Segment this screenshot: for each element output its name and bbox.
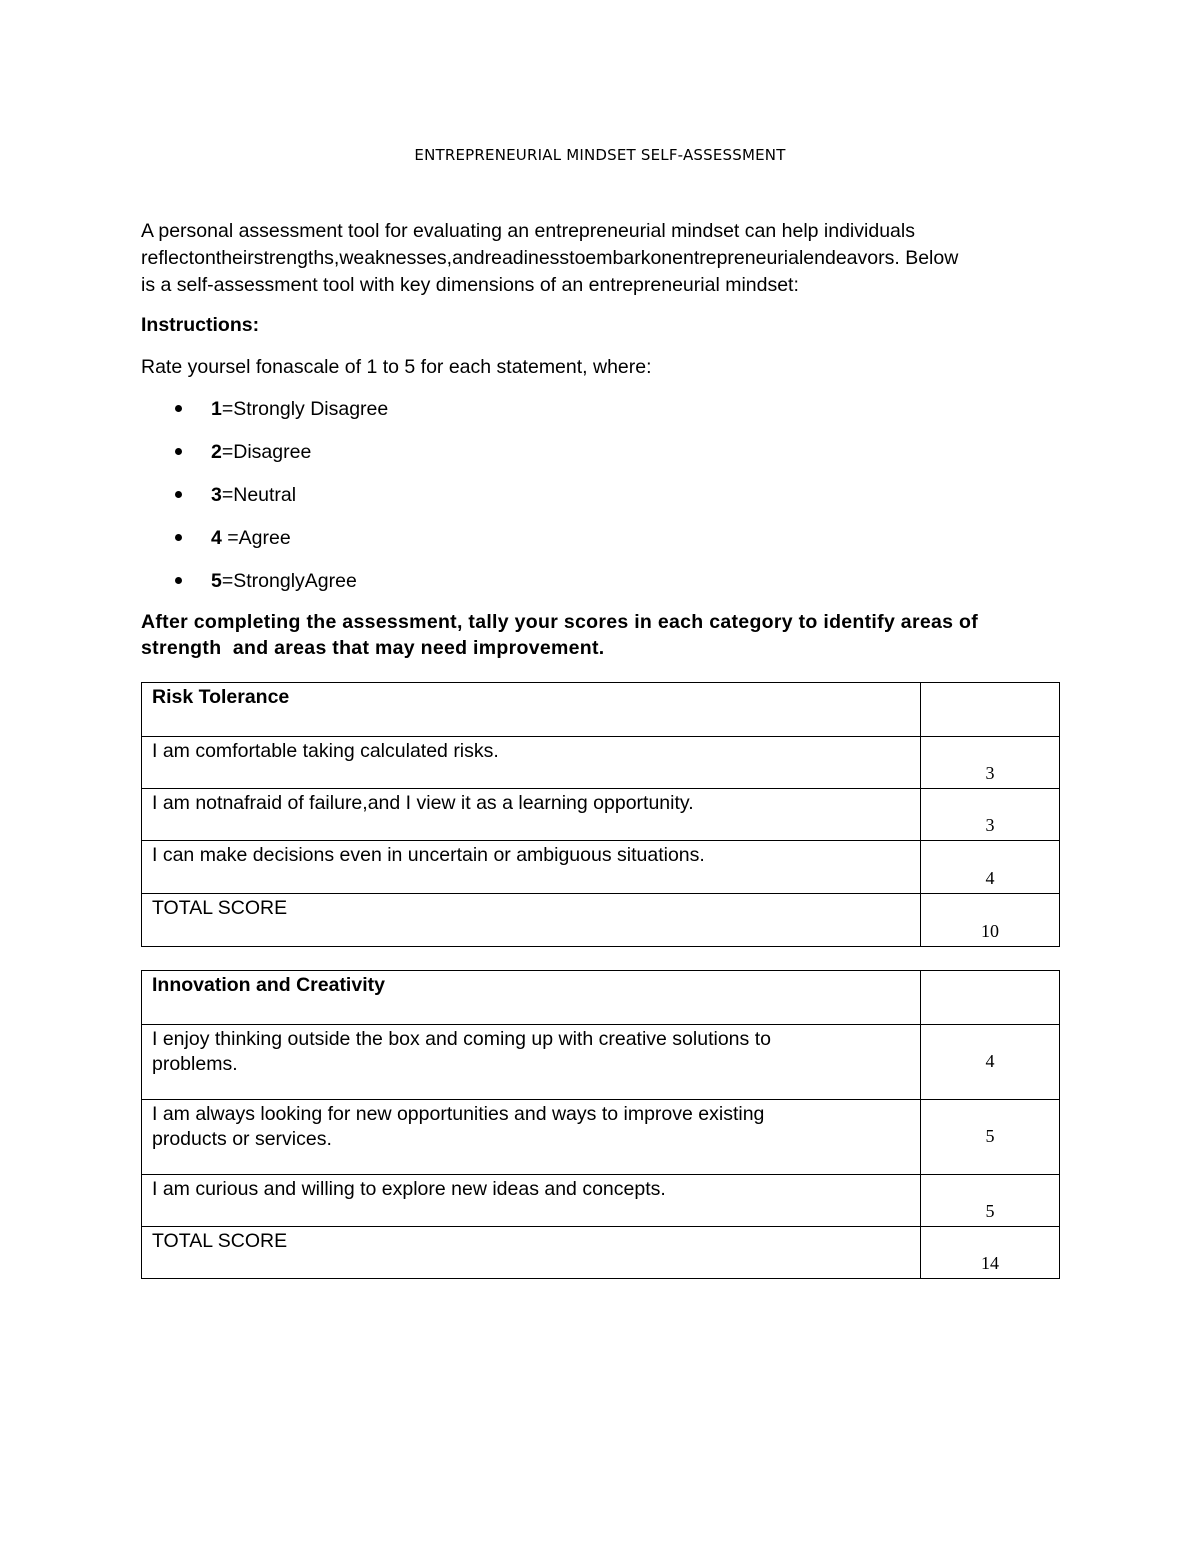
intro-paragraph — [141, 218, 1071, 299]
scale-label: =StronglyAgree — [221, 570, 357, 592]
score-cell: 4 — [921, 841, 1060, 894]
score-cell: 3 — [921, 789, 1060, 841]
risk-tolerance-table — [141, 682, 1060, 947]
table-row — [142, 1100, 1060, 1175]
table-row — [142, 1175, 1060, 1227]
intro-line: reflectontheirstrengths,weaknesses,andreadinesstoembarkonentrepreneurialendeavors. Below — [141, 247, 959, 269]
document-title: ENTREPRENEURIAL MINDSET SELF-ASSESSMENT — [414, 146, 786, 164]
scale-item — [141, 567, 388, 610]
table-header-row — [142, 683, 1060, 737]
table-header-row — [142, 971, 1060, 1025]
rating-scale-list — [141, 395, 388, 610]
table-row — [142, 1025, 1060, 1100]
tally-line: After completing the assessment, tally your scores in each category to identify areas of — [141, 611, 978, 633]
scale-number: 4 — [211, 527, 222, 549]
scale-item — [141, 524, 388, 567]
statement-cell: I can make decisions even in uncertain or ambiguous situations. — [142, 841, 921, 894]
statement-line: I am always looking for new opportunities and ways to improve existing — [152, 1103, 765, 1125]
scale-number: 3 — [211, 484, 222, 506]
scale-label: =Neutral — [221, 484, 297, 506]
total-label: TOTAL SCORE — [142, 1227, 921, 1279]
table-row — [142, 737, 1060, 789]
instructions-heading: Instructions: — [141, 314, 260, 336]
bullet-icon — [175, 405, 182, 412]
bullet-icon — [175, 577, 182, 584]
tally-instructions — [141, 609, 1061, 661]
score-cell — [921, 971, 1060, 1025]
innovation-creativity-table — [141, 970, 1060, 1279]
tally-line: strength and areas that may need improvement. — [141, 637, 605, 659]
scale-item — [141, 481, 388, 524]
score-cell: 5 — [921, 1100, 1060, 1175]
total-label: TOTAL SCORE — [142, 894, 921, 947]
scale-label: =Disagree — [221, 441, 312, 463]
statement-cell: I am curious and willing to explore new ideas and concepts. — [142, 1175, 921, 1227]
intro-line: A personal assessment tool for evaluating an entrepreneurial mindset can help individuals — [141, 220, 915, 242]
statement-line: I enjoy thinking outside the box and coming up with creative solutions to — [152, 1028, 771, 1050]
scale-item — [141, 395, 388, 438]
scale-item — [141, 438, 388, 481]
statement-cell: I am notnafraid of failure,and I view it as a learning opportunity. — [142, 789, 921, 841]
table-row — [142, 789, 1060, 841]
total-score: 14 — [921, 1227, 1060, 1279]
rating-instructions: Rate yoursel fonascale of 1 to 5 for each statement, where: — [141, 356, 652, 378]
score-cell: 5 — [921, 1175, 1060, 1227]
scale-number: 1 — [211, 398, 222, 420]
scale-label: =Agree — [221, 527, 291, 549]
statement-cell — [142, 1025, 921, 1100]
statement-line: products or services. — [152, 1128, 332, 1150]
total-row — [142, 894, 1060, 947]
intro-line: is a self-assessment tool with key dimensions of an entrepreneurial mindset: — [141, 274, 799, 296]
table-row — [142, 841, 1060, 894]
score-cell: 4 — [921, 1025, 1060, 1100]
bullet-icon — [175, 534, 182, 541]
bullet-icon — [175, 491, 182, 498]
score-cell: 3 — [921, 737, 1060, 789]
statement-cell: I am comfortable taking calculated risks. — [142, 737, 921, 789]
scale-number: 5 — [211, 570, 222, 592]
category-heading: Risk Tolerance — [142, 683, 921, 737]
category-heading: Innovation and Creativity — [142, 971, 921, 1025]
total-row — [142, 1227, 1060, 1279]
score-cell — [921, 683, 1060, 737]
scale-number: 2 — [211, 441, 222, 463]
statement-line: problems. — [152, 1053, 238, 1075]
total-score: 10 — [921, 894, 1060, 947]
bullet-icon — [175, 448, 182, 455]
statement-cell — [142, 1100, 921, 1175]
scale-label: =Strongly Disagree — [221, 398, 389, 420]
